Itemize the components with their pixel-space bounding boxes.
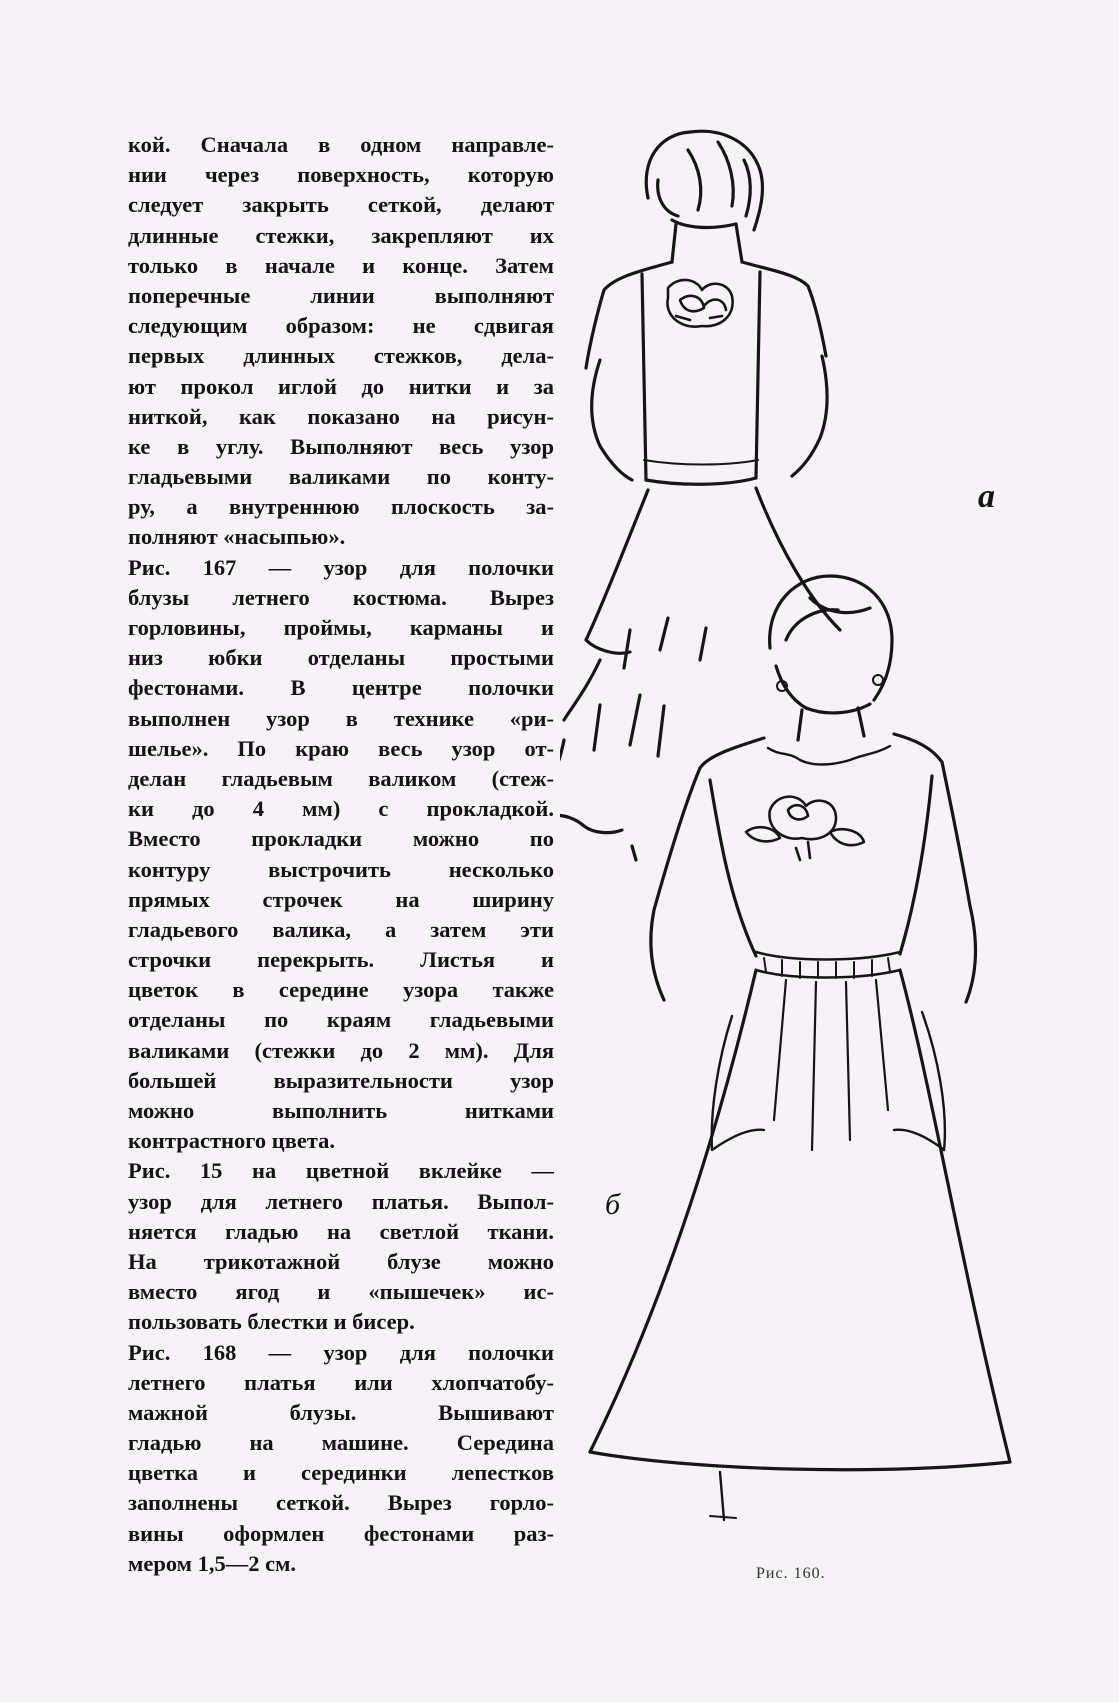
text-line: горловины, проймы, карманы и — [128, 615, 554, 640]
text-line: можно выполнить нитками — [128, 1098, 554, 1123]
text-line: Рис. 15 на цветной вклейке — — [128, 1158, 554, 1184]
text-line: кой. Сначала в одном направле- — [128, 132, 554, 157]
text-line: ру, а внутреннюю плоскость за- — [128, 494, 554, 520]
text-line: блузы летнего костюма. Вырез — [128, 584, 554, 610]
text-line: заполнены сеткой. Вырез горло- — [128, 1490, 554, 1516]
text-line: цветка и серединки лепестков — [128, 1460, 554, 1486]
text-line: длинные стежки, закрепляют их — [128, 222, 554, 248]
text-line: гладьевого валика, а затем эти — [128, 916, 554, 942]
text-line: нии через поверхность, которую — [128, 162, 554, 188]
figure-caption: Рис. 160. — [756, 1565, 826, 1582]
text-line: прямых строчек на ширину — [128, 886, 554, 912]
text-line: следующим образом: не сдвигая — [128, 313, 554, 339]
text-line: большей выразительности узор — [128, 1067, 554, 1093]
text-line: низ юбки отделаны простыми — [128, 645, 554, 671]
text-line: валиками (стежки до 2 мм). Для — [128, 1037, 554, 1063]
figure-label-a: а — [978, 478, 995, 515]
figure-b-drawing — [590, 576, 1010, 1520]
text-line: ки до 4 мм) с прокладкой. — [128, 796, 554, 822]
text-line: вместо ягод и «пышечек» ис- — [128, 1279, 554, 1305]
dress-illustration — [560, 120, 1060, 1620]
text-line: мажной блузы. Вышивают — [128, 1399, 554, 1425]
text-line: вины оформлен фестонами раз- — [128, 1520, 554, 1546]
text-line: гладьевыми валиками по конту- — [128, 464, 554, 490]
text-line: поперечные линии выполняют — [128, 282, 554, 308]
text-line: отделаны по краям гладьевыми — [128, 1007, 554, 1033]
text-line: Рис. 167 — узор для полочки — [128, 554, 554, 580]
text-line: ке в углу. Выполняют весь узор — [128, 433, 554, 459]
text-line: следует закрыть сеткой, делают — [128, 192, 554, 218]
body-text-column — [128, 130, 554, 1579]
text-line: гладью на машине. Середина — [128, 1430, 554, 1456]
text-line: делан гладьевым валиком (стеж- — [128, 765, 554, 791]
text-line: фестонами. В центре полочки — [128, 675, 554, 701]
text-line: Вместо прокладки можно по — [128, 826, 554, 852]
figure-a-drawing — [560, 131, 840, 860]
dress-drawing-svg — [560, 120, 1060, 1620]
text-line: Рис. 168 — узор для полочки — [128, 1339, 554, 1365]
text-line: цветок в середине узора также — [128, 977, 554, 1003]
text-line: выполнен узор в технике «ри- — [128, 705, 554, 731]
text-line: первых длинных стежков, дела- — [128, 343, 554, 369]
text-line: только в начале и конце. Затем — [128, 252, 554, 278]
text-line: летнего платья или хлопчатобу- — [128, 1369, 554, 1395]
text-line: шелье». По краю весь узор от- — [128, 735, 554, 761]
text-line: ниткой, как показано на рисун- — [128, 403, 554, 429]
text-line: ют прокол иглой до нитки и за — [128, 373, 554, 399]
text-line: На трикотажной блузе можно — [128, 1248, 554, 1274]
text-line: няется гладью на светлой ткани. — [128, 1218, 554, 1244]
text-line: контуру выстрочить несколько — [128, 856, 554, 882]
text-line: мером 1,5—2 см. — [128, 1550, 297, 1576]
text-line: узор для летнего платья. Выпол- — [128, 1188, 554, 1214]
text-line: пользовать блестки и бисер. — [128, 1309, 415, 1335]
text-line: строчки перекрыть. Листья и — [128, 947, 554, 973]
figure-label-b: б — [605, 1188, 621, 1221]
text-line: контрастного цвета. — [128, 1128, 336, 1154]
text-line: полняют «насыпью». — [128, 524, 346, 550]
